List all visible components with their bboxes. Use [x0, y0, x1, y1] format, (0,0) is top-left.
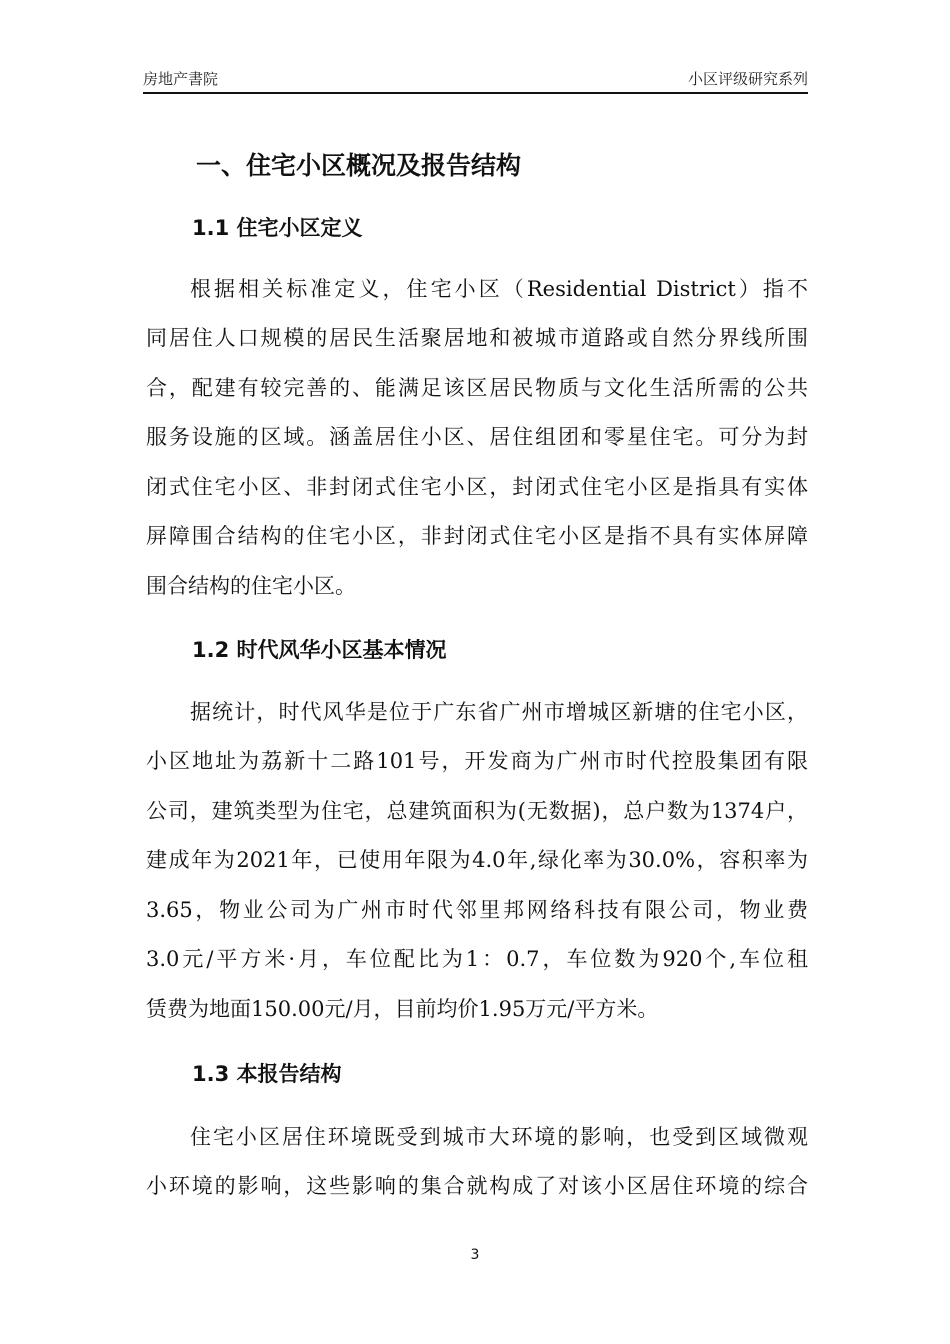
paragraph-line: 住宅小区居住环境既受到城市大环境的影响，也受到区域微观 — [190, 1125, 808, 1149]
paragraph-line: 屏障围合结构的住宅小区，非封闭式住宅小区是指不具有实体屏障 — [146, 524, 808, 548]
paragraph-line: 赁费为地面150.00元/月，目前均价1.95万元/平方米。 — [146, 997, 659, 1021]
paragraph-line: 合，配建有较完善的、能满足该区居民物质与文化生活所需的公共 — [146, 376, 808, 400]
paragraph-line: 小区地址为荔新十二路101号，开发商为广州市时代控股集团有限 — [146, 749, 808, 773]
paragraph-line: 小环境的影响，这些影响的集合就构成了对该小区居住环境的综合 — [146, 1174, 808, 1198]
paragraph-line: 3.65，物业公司为广州市时代邻里邦网络科技有限公司，物业费 — [146, 898, 808, 922]
paragraph-line: 公司，建筑类型为住宅，总建筑面积为(无数据)，总户数为1374户， — [146, 799, 808, 823]
section-title: 一、住宅小区概况及报告结构 — [196, 151, 522, 180]
header-left: 房地产書院 — [143, 70, 219, 88]
paragraph-line: 建成年为2021年，已使用年限为4.0年,绿化率为30.0%，容积率为 — [146, 848, 808, 872]
paragraph-line: 同居住人口规模的居民生活聚居地和被城市道路或自然分界线所围 — [146, 326, 808, 350]
paragraph-line: 闭式住宅小区、非封闭式住宅小区，封闭式住宅小区是指具有实体 — [146, 475, 808, 499]
paragraph-line: 据统计，时代风华是位于广东省广州市增城区新塘的住宅小区， — [190, 700, 808, 724]
paragraph-line: 围合结构的住宅小区。 — [146, 574, 356, 598]
paragraph-line: 根据相关标准定义，住宅小区（Residential District）指不 — [190, 277, 808, 301]
heading-1-2: 1.2 时代风华小区基本情况 — [192, 638, 447, 662]
page-number: 3 — [470, 1247, 480, 1263]
heading-1-3: 1.3 本报告结构 — [192, 1062, 342, 1086]
header-right: 小区评级研究系列 — [687, 70, 808, 88]
header-rule — [143, 92, 808, 94]
paragraph-line: 3.0元/平方米·月，车位配比为1：0.7，车位数为920个,车位租 — [146, 947, 808, 971]
paragraph-line: 服务设施的区域。涵盖居住小区、居住组团和零星住宅。可分为封 — [146, 425, 808, 449]
heading-1-1: 1.1 住宅小区定义 — [192, 216, 363, 240]
